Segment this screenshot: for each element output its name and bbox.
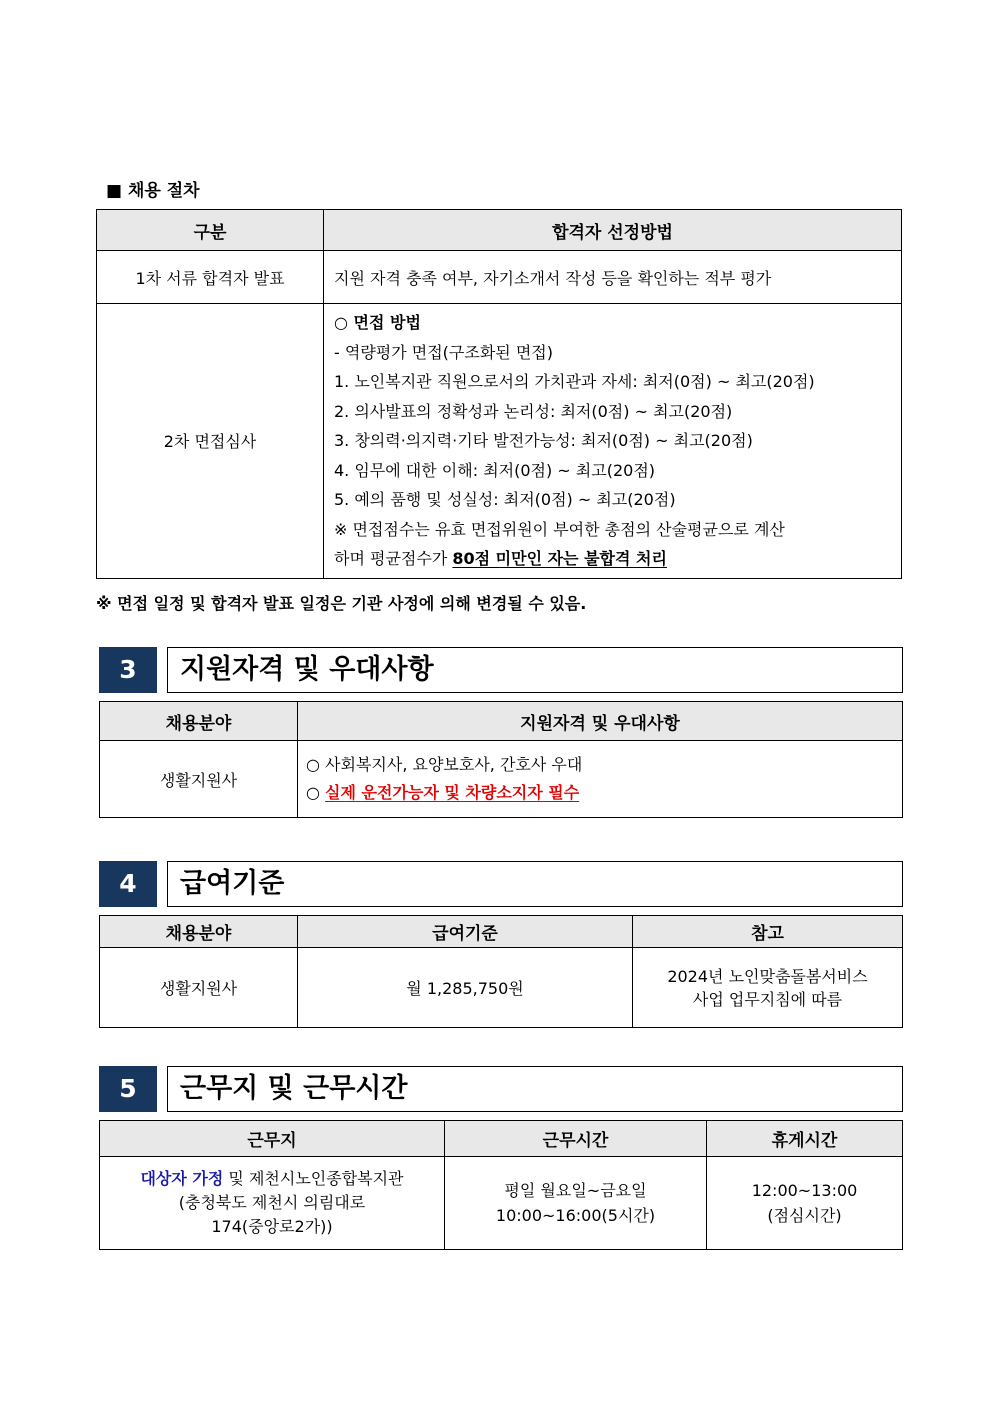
work-col-break: 휴게시간 [707, 1121, 903, 1157]
fail-criteria: 80점 미만인 자는 불합격 처리 [452, 549, 667, 568]
row1-label: 1차 서류 합격자 발표 [97, 251, 324, 304]
work-col-place: 근무지 [100, 1121, 445, 1157]
salary-col-reference: 참고 [633, 916, 903, 948]
salary-col-field: 채용분야 [100, 916, 298, 948]
salary-table [99, 915, 903, 1028]
row2-label: 2차 면접심사 [97, 304, 324, 579]
method-line-0: - 역량평가 면접(구조화된 면접) [334, 342, 553, 362]
client-home: 대상자 가정 [140, 1169, 224, 1188]
work-hours [445, 1157, 707, 1250]
work-hours-line2: 10:00~16:00(5시간) [495, 1206, 656, 1225]
schedule-note: ※ 면접 일정 및 합격자 발표 일정은 기관 사정에 의해 변경될 수 있음. [96, 594, 587, 613]
work-hours-line1: 평일 월요일~금요일 [504, 1181, 647, 1200]
salary-amount: 월 1,285,750원 [298, 948, 633, 1028]
method-line-2: 2. 의사발표의 정확성과 논리성: 최저(0점) ~ 최고(20점) [334, 401, 733, 421]
method-line-5: 5. 예의 품행 및 성실성: 최저(0점) ~ 최고(20점) [334, 490, 676, 509]
workplace-table [99, 1120, 903, 1250]
break-line1: 12:00~13:00 [751, 1181, 858, 1200]
section5-number: 5 [99, 1066, 157, 1112]
method-line-1: 1. 노인복지관 직원으로서의 가치관과 자세: 최저(0점) ~ 최고(20점) [334, 372, 815, 391]
qual-item-2 [306, 779, 902, 807]
qual-col-requirements: 지원자격 및 우대사항 [298, 702, 903, 741]
qual-items [298, 741, 903, 818]
row1-value: 지원 자격 충족 여부, 자기소개서 작성 등을 확인하는 적부 평가 [324, 251, 902, 304]
procedure-col-method: 합격자 선정방법 [324, 210, 902, 251]
qual-field: 생활지원사 [100, 741, 298, 818]
method-last-prefix: 하며 평균점수가 [334, 549, 453, 568]
procedure-col-category: 구분 [97, 210, 324, 251]
salary-reference [633, 948, 903, 1028]
work-place-line1 [100, 1167, 444, 1191]
section4-title: 급여기준 [167, 861, 903, 907]
qual-item-1: ○ 사회복지사, 요양보호사, 간호사 우대 [306, 755, 583, 774]
section3-title: 지원자격 및 우대사항 [167, 647, 903, 693]
qual-col-field: 채용분야 [100, 702, 298, 741]
salary-col-standard: 급여기준 [298, 916, 633, 948]
qual-item-2-mark: ○ [306, 783, 326, 802]
work-col-hours: 근무시간 [445, 1121, 707, 1157]
method-line-6: ※ 면접점수는 유효 면접위원이 부여한 총점의 산술평균으로 계산 [334, 519, 785, 539]
row2-method-cell [324, 304, 902, 579]
driving-requirement: 실제 운전가능자 및 차량소지자 필수 [325, 783, 580, 802]
section5-title: 근무지 및 근무시간 [167, 1066, 903, 1112]
interview-method-title: ○ 면접 방법 [334, 313, 421, 332]
break-time [707, 1157, 903, 1250]
section3-number: 3 [99, 647, 157, 693]
work-place-line2: (충청북도 제천시 의림대로 [178, 1193, 366, 1212]
qualification-table [99, 701, 903, 818]
procedure-table [96, 209, 902, 579]
salary-field: 생활지원사 [100, 948, 298, 1028]
method-line-4: 4. 임무에 대한 이해: 최저(0점) ~ 최고(20점) [334, 460, 656, 480]
work-place-line3: 174(중앙로2가)) [211, 1217, 333, 1236]
salary-ref-line2: 사업 업무지침에 따름 [692, 989, 843, 1009]
break-line2: (점심시간) [767, 1206, 842, 1225]
method-line-last [334, 544, 893, 574]
procedure-heading: ■ 채용 절차 [106, 181, 200, 201]
salary-ref-line1: 2024년 노인맞춤돌봄서비스 [667, 966, 868, 986]
work-place-rest: 및 제천시노인종합복지관 [223, 1169, 404, 1188]
section4-number: 4 [99, 861, 157, 907]
method-line-3: 3. 창의력·의지력·기타 발전가능성: 최저(0점) ~ 최고(20점) [334, 431, 753, 450]
work-place [100, 1157, 445, 1250]
